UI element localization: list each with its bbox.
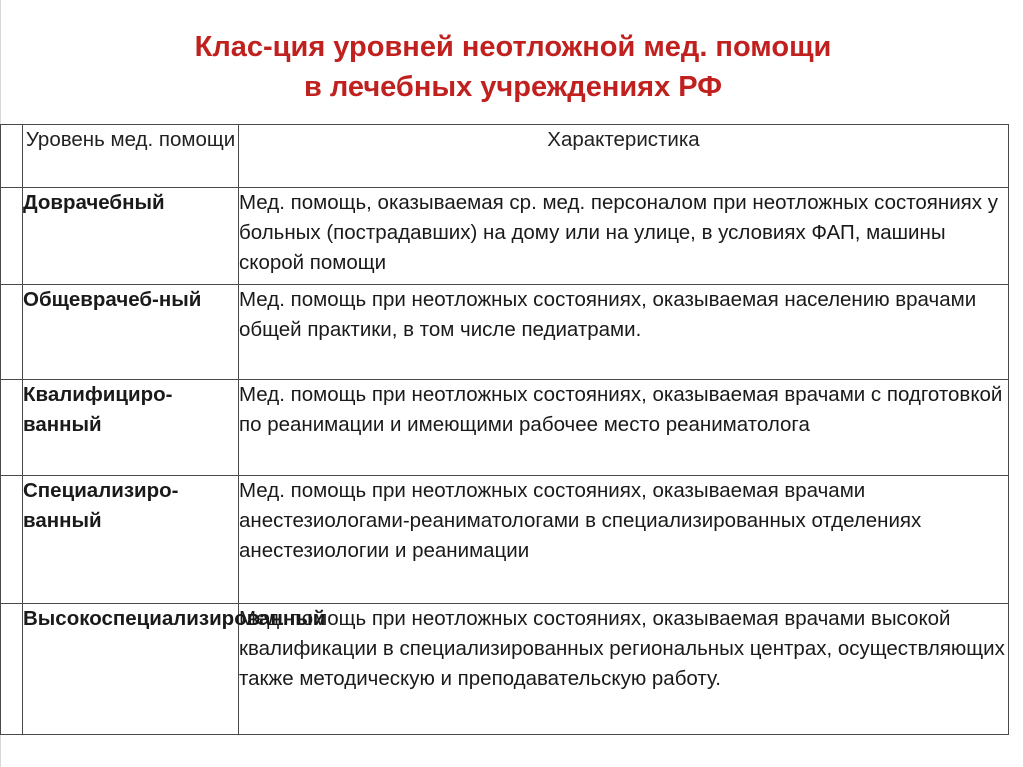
column-header-level: Уровень мед. помощи	[23, 125, 239, 188]
table-row	[1, 476, 1009, 604]
description-cell: Мед. помощь при неотложных состояниях, оказываемая врачами с подготовкой по реанимации и имеющими рабочее место реаниматолога	[239, 380, 1009, 476]
table-row	[1, 604, 1009, 735]
table-stub-cell	[1, 188, 23, 285]
table-stub-cell	[1, 380, 23, 476]
table-row	[1, 380, 1009, 476]
slide-title-line-1: Клас-ция уровней неотложной мед. помощи	[194, 31, 832, 63]
slide-title-line-2: в лечебных учреждениях РФ	[304, 71, 722, 103]
table-stub-cell	[1, 125, 23, 188]
level-cell: Квалифициро-ванный	[23, 380, 239, 476]
table-stub-cell	[1, 476, 23, 604]
level-cell: Доврачебный	[23, 188, 239, 285]
care-levels-table	[0, 124, 1009, 735]
description-cell: Мед. помощь при неотложных состояниях, оказываемая врачами анестезиологами-реаниматологами в специализированных отделениях анестезиологии и реанимации	[239, 476, 1009, 604]
level-cell: Высокоспециализированный	[23, 604, 239, 735]
table-row	[1, 188, 1009, 285]
level-cell: Специализиро-ванный	[23, 476, 239, 604]
table-row	[1, 285, 1009, 380]
slide-title	[1, 27, 1024, 107]
table-stub-cell	[1, 285, 23, 380]
table-header-row	[1, 125, 1009, 188]
level-cell: Общеврачеб-ный	[23, 285, 239, 380]
description-cell: Мед. помощь, оказываемая ср. мед. персоналом при неотложных состояниях у больных (пострадавших) на дому или на улице, в условиях ФАП, машины скорой помощи	[239, 188, 1009, 285]
column-header-description: Характеристика	[239, 125, 1009, 188]
description-cell: Мед. помощь при неотложных состояниях, оказываемая врачами высокой квалификации в специализированных региональных центрах, осуществляющих также методическую и преподавательскую работу.	[239, 604, 1009, 735]
table-stub-cell	[1, 604, 23, 735]
description-cell: Мед. помощь при неотложных состояниях, оказываемая населению врачами общей практики, в том числе педиатрами.	[239, 285, 1009, 380]
